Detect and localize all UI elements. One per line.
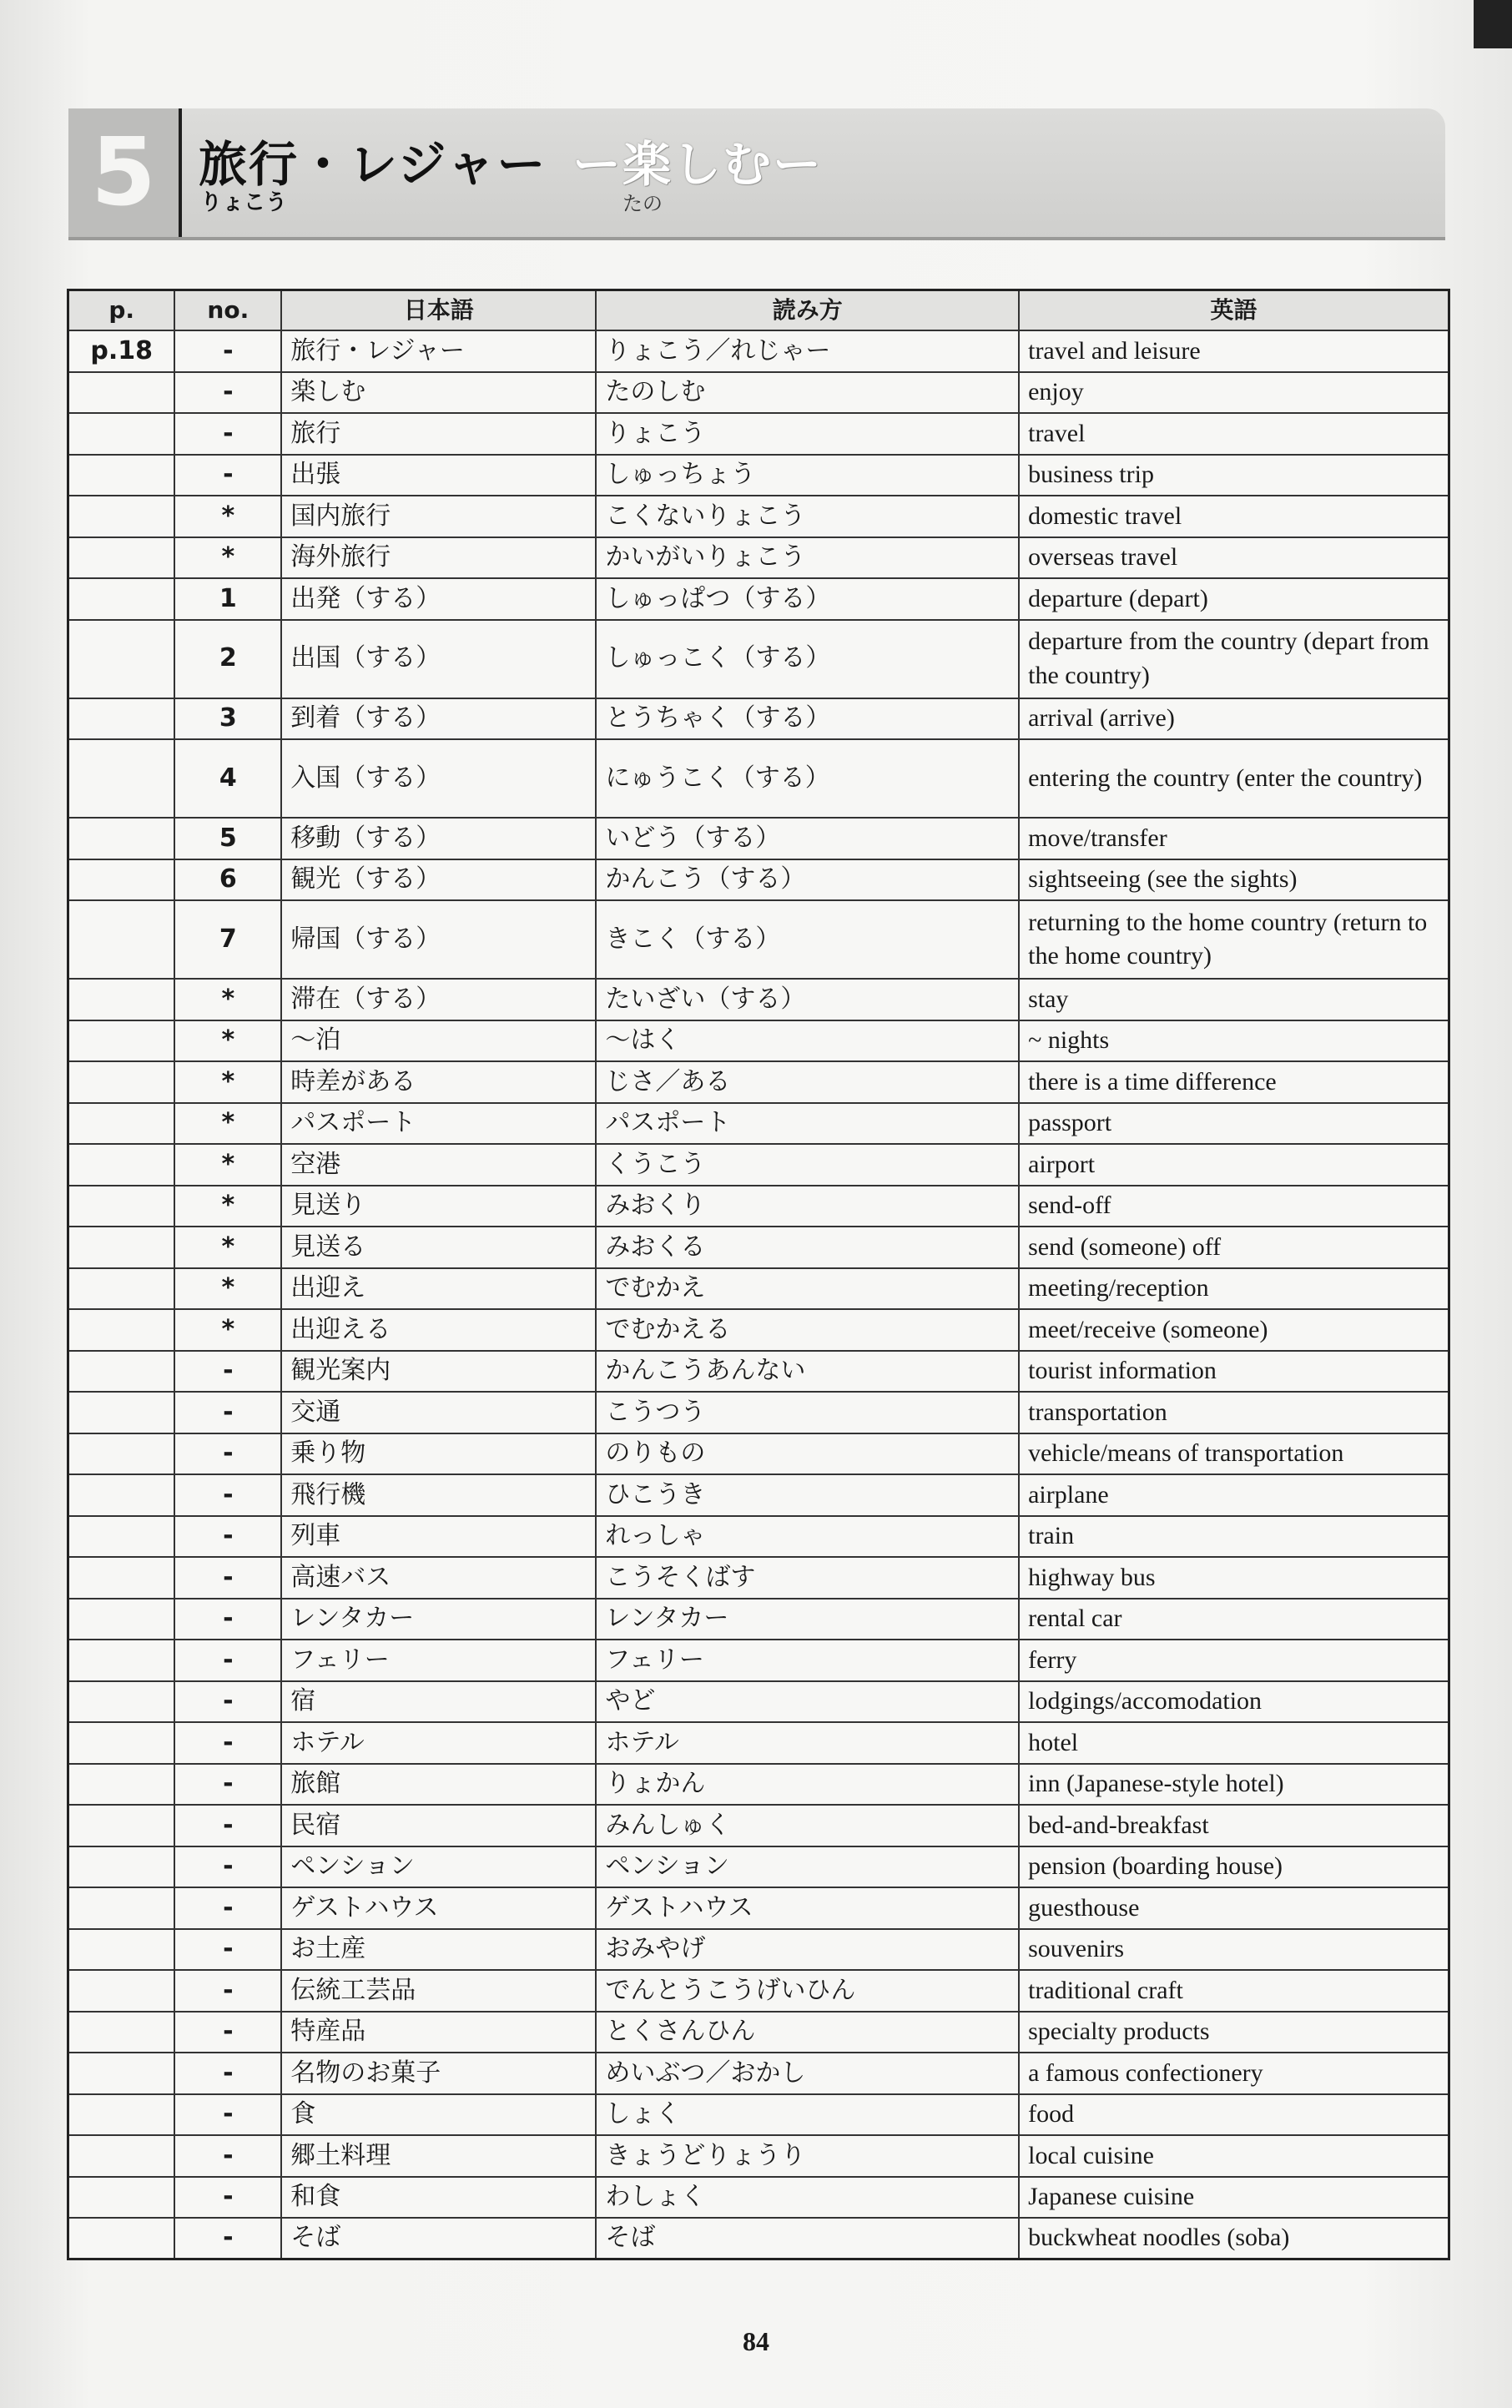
reading-cell: パスポート [596, 1103, 1019, 1145]
english-cell: meeting/reception [1019, 1268, 1449, 1310]
english-cell: domestic travel [1019, 496, 1449, 537]
page-cell [68, 2012, 175, 2053]
reading-cell: 〜はく [596, 1020, 1019, 1062]
reading-cell: ホテル [596, 1722, 1019, 1764]
table-row [68, 1599, 1449, 1640]
reading-cell: りょこう [596, 413, 1019, 455]
reading-cell: きこく（する） [596, 900, 1019, 979]
english-cell: arrival (arrive) [1019, 698, 1449, 740]
japanese-cell: 見送る [281, 1227, 596, 1268]
number-cell: - [174, 1887, 281, 1929]
page-cell [68, 1392, 175, 1433]
number-cell: 1 [174, 578, 281, 620]
page-cell [68, 1557, 175, 1599]
page-cell [68, 1681, 175, 1723]
number-cell: - [174, 2012, 281, 2053]
number-cell: * [174, 1186, 281, 1227]
number-cell: 4 [174, 739, 281, 818]
header-number: no. [174, 290, 281, 331]
reading-cell: フェリー [596, 1640, 1019, 1681]
reading-cell: とくさんひん [596, 2012, 1019, 2053]
number-cell: - [174, 2218, 281, 2259]
number-cell: - [174, 372, 281, 414]
chapter-title: 旅行・レジャー [199, 136, 547, 193]
table-row [68, 979, 1449, 1020]
page-cell [68, 1640, 175, 1681]
number-cell: * [174, 1020, 281, 1062]
number-cell: * [174, 1268, 281, 1310]
table-row [68, 1309, 1449, 1351]
japanese-cell: 出迎える [281, 1309, 596, 1351]
number-cell: - [174, 1805, 281, 1846]
english-cell: ferry [1019, 1640, 1449, 1681]
table-row [68, 1887, 1449, 1929]
japanese-cell: 国内旅行 [281, 496, 596, 537]
japanese-cell: 帰国（する） [281, 900, 596, 979]
japanese-cell: レンタカー [281, 1599, 596, 1640]
japanese-cell: 名物のお菓子 [281, 2053, 596, 2094]
table-header-row [68, 290, 1449, 331]
number-cell: - [174, 455, 281, 496]
japanese-cell: 〜泊 [281, 1020, 596, 1062]
table-row [68, 578, 1449, 620]
table-row [68, 1103, 1449, 1145]
page-cell [68, 698, 175, 740]
page-cell [68, 1970, 175, 2012]
reading-cell: れっしゃ [596, 1516, 1019, 1558]
page-cell [68, 2218, 175, 2259]
number-cell: * [174, 1227, 281, 1268]
english-cell: hotel [1019, 1722, 1449, 1764]
reading-cell: ひこうき [596, 1474, 1019, 1516]
page-cell [68, 1474, 175, 1516]
header-japanese: 日本語 [281, 290, 596, 331]
number-cell: 3 [174, 698, 281, 740]
table-row [68, 1474, 1449, 1516]
table-row [68, 330, 1449, 372]
number-cell: - [174, 1764, 281, 1806]
english-cell: overseas travel [1019, 537, 1449, 579]
table-row [68, 1805, 1449, 1846]
page-cell [68, 578, 175, 620]
reading-cell: りょかん [596, 1764, 1019, 1806]
reading-cell: たのしむ [596, 372, 1019, 414]
japanese-cell: パスポート [281, 1103, 596, 1145]
japanese-cell: 高速バス [281, 1557, 596, 1599]
page-cell [68, 2135, 175, 2177]
table-row [68, 2012, 1449, 2053]
page-cell [68, 1103, 175, 1145]
table-row [68, 1186, 1449, 1227]
reading-cell: ゲストハウス [596, 1887, 1019, 1929]
page-cell [68, 1722, 175, 1764]
japanese-cell: 入国（する） [281, 739, 596, 818]
english-cell: travel and leisure [1019, 330, 1449, 372]
reading-cell: かんこう（する） [596, 859, 1019, 901]
table-row [68, 900, 1449, 979]
japanese-cell: 旅館 [281, 1764, 596, 1806]
japanese-cell: そば [281, 2218, 596, 2259]
table-row [68, 1227, 1449, 1268]
english-cell: stay [1019, 979, 1449, 1020]
english-cell: buckwheat noodles (soba) [1019, 2218, 1449, 2259]
reading-cell: しゅっちょう [596, 455, 1019, 496]
number-cell: - [174, 2135, 281, 2177]
number-cell: - [174, 1722, 281, 1764]
page-cell [68, 1929, 175, 1971]
number-cell: - [174, 413, 281, 455]
page-cell [68, 1186, 175, 1227]
english-cell: send-off [1019, 1186, 1449, 1227]
page-cell [68, 537, 175, 579]
page-number: 84 [743, 2326, 769, 2356]
number-cell: - [174, 1599, 281, 1640]
number-cell: - [174, 2177, 281, 2219]
reading-cell: きょうどりょうり [596, 2135, 1019, 2177]
japanese-cell: 食 [281, 2094, 596, 2136]
number-cell: * [174, 496, 281, 537]
reading-cell: いどう（する） [596, 818, 1019, 859]
table-row [68, 1929, 1449, 1971]
table-row [68, 859, 1449, 901]
table-row [68, 620, 1449, 698]
page-cell [68, 1061, 175, 1103]
english-cell: travel [1019, 413, 1449, 455]
header-reading: 読み方 [596, 290, 1019, 331]
number-cell: * [174, 1309, 281, 1351]
reading-cell: しゅっこく（する） [596, 620, 1019, 698]
japanese-cell: お土産 [281, 1929, 596, 1971]
english-cell: a famous confectionery [1019, 2053, 1449, 2094]
header-english: 英語 [1019, 290, 1449, 331]
japanese-cell: 伝統工芸品 [281, 1970, 596, 2012]
page-cell [68, 620, 175, 698]
chapter-subtitle: ー楽しむー [572, 136, 824, 193]
japanese-cell: 移動（する） [281, 818, 596, 859]
reading-cell: しょく [596, 2094, 1019, 2136]
japanese-cell: 列車 [281, 1516, 596, 1558]
japanese-cell: 旅行 [281, 413, 596, 455]
reading-cell: にゅうこく（する） [596, 739, 1019, 818]
number-cell: 2 [174, 620, 281, 698]
english-cell: local cuisine [1019, 2135, 1449, 2177]
english-cell: move/transfer [1019, 818, 1449, 859]
english-cell: meet/receive (someone) [1019, 1309, 1449, 1351]
page-cell [68, 1887, 175, 1929]
reading-cell: かんこうあんない [596, 1351, 1019, 1393]
header-page: p. [68, 290, 175, 331]
reading-cell: とうちゃく（する） [596, 698, 1019, 740]
japanese-cell: 出迎え [281, 1268, 596, 1310]
reading-cell: のりもの [596, 1433, 1019, 1475]
reading-cell: こうつう [596, 1392, 1019, 1433]
page-cell [68, 739, 175, 818]
chapter-title-ruby: りょこう [200, 190, 288, 215]
english-cell: vehicle/means of transportation [1019, 1433, 1449, 1475]
table-row [68, 739, 1449, 818]
page-cell [68, 1599, 175, 1640]
table-row [68, 1846, 1449, 1888]
japanese-cell: 海外旅行 [281, 537, 596, 579]
number-cell: 5 [174, 818, 281, 859]
vocabulary-table [67, 289, 1450, 2260]
japanese-cell: 楽しむ [281, 372, 596, 414]
reading-cell: くうこう [596, 1144, 1019, 1186]
number-cell: - [174, 1557, 281, 1599]
japanese-cell: ホテル [281, 1722, 596, 1764]
reading-cell: こうそくばす [596, 1557, 1019, 1599]
reading-cell: おみやげ [596, 1929, 1019, 1971]
english-cell: traditional craft [1019, 1970, 1449, 2012]
page-cell [68, 1846, 175, 1888]
number-cell: - [174, 1929, 281, 1971]
english-cell: lodgings/accomodation [1019, 1681, 1449, 1723]
page-cell [68, 1805, 175, 1846]
number-cell: - [174, 1970, 281, 2012]
english-cell: train [1019, 1516, 1449, 1558]
japanese-cell: 旅行・レジャー [281, 330, 596, 372]
page-cell [68, 455, 175, 496]
table-row [68, 2135, 1449, 2177]
english-cell: highway bus [1019, 1557, 1449, 1599]
table-row [68, 1268, 1449, 1310]
reading-cell: めいぶつ／おかし [596, 2053, 1019, 2094]
number-cell: * [174, 1144, 281, 1186]
english-cell: entering the country (enter the country) [1019, 739, 1449, 818]
number-cell: * [174, 979, 281, 1020]
english-cell: departure from the country (depart from the country) [1019, 620, 1449, 698]
reading-cell: でんとうこうげいひん [596, 1970, 1019, 2012]
english-cell: airport [1019, 1144, 1449, 1186]
chapter-number-box [68, 108, 182, 237]
reading-cell: こくないりょこう [596, 496, 1019, 537]
reading-cell: ペンション [596, 1846, 1019, 1888]
english-cell: specialty products [1019, 2012, 1449, 2053]
chapter-subtitle-ruby: たの [622, 192, 663, 215]
japanese-cell: 交通 [281, 1392, 596, 1433]
table-row [68, 1557, 1449, 1599]
table-row [68, 2053, 1449, 2094]
japanese-cell: 観光案内 [281, 1351, 596, 1393]
japanese-cell: 時差がある [281, 1061, 596, 1103]
page-cell [68, 496, 175, 537]
page-cell [68, 979, 175, 1020]
page-cell [68, 818, 175, 859]
number-cell: - [174, 1681, 281, 1723]
number-cell: * [174, 537, 281, 579]
page-cell [68, 2177, 175, 2219]
number-cell: - [174, 2094, 281, 2136]
page-cell [68, 1309, 175, 1351]
english-cell: there is a time difference [1019, 1061, 1449, 1103]
number-cell: - [174, 2053, 281, 2094]
table-row [68, 2218, 1449, 2259]
number-cell: * [174, 1061, 281, 1103]
japanese-cell: 滞在（する） [281, 979, 596, 1020]
japanese-cell: 郷土料理 [281, 2135, 596, 2177]
english-cell: passport [1019, 1103, 1449, 1145]
page-cell [68, 1433, 175, 1475]
reading-cell: やど [596, 1681, 1019, 1723]
japanese-cell: 出発（する） [281, 578, 596, 620]
table-row [68, 537, 1449, 579]
english-cell: inn (Japanese-style hotel) [1019, 1764, 1449, 1806]
english-cell: rental car [1019, 1599, 1449, 1640]
english-cell: airplane [1019, 1474, 1449, 1516]
japanese-cell: 見送り [281, 1186, 596, 1227]
number-cell: - [174, 1351, 281, 1393]
page-cell [68, 1020, 175, 1062]
english-cell: Japanese cuisine [1019, 2177, 1449, 2219]
table-row [68, 1392, 1449, 1433]
japanese-cell: 宿 [281, 1681, 596, 1723]
page-cell [68, 413, 175, 455]
japanese-cell: 空港 [281, 1144, 596, 1186]
english-cell: ~ nights [1019, 1020, 1449, 1062]
table-row [68, 1351, 1449, 1393]
japanese-cell: 特産品 [281, 2012, 596, 2053]
page-cell: p.18 [68, 330, 175, 372]
japanese-cell: ペンション [281, 1846, 596, 1888]
chapter-number: 5 [91, 118, 156, 227]
english-cell: guesthouse [1019, 1887, 1449, 1929]
table-row [68, 1764, 1449, 1806]
reading-cell: みおくり [596, 1186, 1019, 1227]
reading-cell: わしょく [596, 2177, 1019, 2219]
english-cell: departure (depart) [1019, 578, 1449, 620]
japanese-cell: ゲストハウス [281, 1887, 596, 1929]
english-cell: returning to the home country (return to the home country) [1019, 900, 1449, 979]
reading-cell: でむかえる [596, 1309, 1019, 1351]
table-row [68, 1970, 1449, 2012]
page-cell [68, 1764, 175, 1806]
reading-cell: みんしゅく [596, 1805, 1019, 1846]
japanese-cell: 乗り物 [281, 1433, 596, 1475]
table-row [68, 372, 1449, 414]
number-cell: - [174, 1433, 281, 1475]
english-cell: enjoy [1019, 372, 1449, 414]
number-cell: 7 [174, 900, 281, 979]
english-cell: transportation [1019, 1392, 1449, 1433]
japanese-cell: 到着（する） [281, 698, 596, 740]
reading-cell: レンタカー [596, 1599, 1019, 1640]
reading-cell: りょこう／れじゃー [596, 330, 1019, 372]
table-row [68, 1516, 1449, 1558]
page-cell [68, 1227, 175, 1268]
number-cell: - [174, 1846, 281, 1888]
reading-cell: しゅっぱつ（する） [596, 578, 1019, 620]
page-cell [68, 1516, 175, 1558]
english-cell: bed-and-breakfast [1019, 1805, 1449, 1846]
table-row [68, 1433, 1449, 1475]
number-cell: - [174, 1516, 281, 1558]
reading-cell: でむかえ [596, 1268, 1019, 1310]
japanese-cell: 民宿 [281, 1805, 596, 1846]
page-cell [68, 2094, 175, 2136]
reading-cell: そば [596, 2218, 1019, 2259]
table-row [68, 2177, 1449, 2219]
english-cell: tourist information [1019, 1351, 1449, 1393]
reading-cell: じさ／ある [596, 1061, 1019, 1103]
table-row [68, 1020, 1449, 1062]
english-cell: send (someone) off [1019, 1227, 1449, 1268]
table-row [68, 1681, 1449, 1723]
number-cell: - [174, 1640, 281, 1681]
japanese-cell: 和食 [281, 2177, 596, 2219]
japanese-cell: 出張 [281, 455, 596, 496]
reading-cell: みおくる [596, 1227, 1019, 1268]
page-cell [68, 900, 175, 979]
table-row [68, 1640, 1449, 1681]
english-cell: pension (boarding house) [1019, 1846, 1449, 1888]
table-row [68, 496, 1449, 537]
table-row [68, 413, 1449, 455]
page-cell [68, 2053, 175, 2094]
japanese-cell: フェリー [281, 1640, 596, 1681]
english-cell: souvenirs [1019, 1929, 1449, 1971]
english-cell: business trip [1019, 455, 1449, 496]
number-cell: - [174, 1474, 281, 1516]
table-body [68, 330, 1449, 2259]
reading-cell: たいざい（する） [596, 979, 1019, 1020]
table-row [68, 818, 1449, 859]
table-row [68, 1722, 1449, 1764]
page-cell [68, 372, 175, 414]
table-row [68, 2094, 1449, 2136]
japanese-cell: 飛行機 [281, 1474, 596, 1516]
number-cell: * [174, 1103, 281, 1145]
english-cell: sightseeing (see the sights) [1019, 859, 1449, 901]
japanese-cell: 観光（する） [281, 859, 596, 901]
table-row [68, 1061, 1449, 1103]
table-row [68, 1144, 1449, 1186]
table-row [68, 455, 1449, 496]
chapter-header [68, 108, 1445, 240]
english-cell: food [1019, 2094, 1449, 2136]
japanese-cell: 出国（する） [281, 620, 596, 698]
page-cell [68, 1351, 175, 1393]
page-cell [68, 1144, 175, 1186]
page-corner-tab [1474, 0, 1512, 48]
table-row [68, 698, 1449, 740]
page-cell [68, 1268, 175, 1310]
number-cell: - [174, 330, 281, 372]
number-cell: 6 [174, 859, 281, 901]
number-cell: - [174, 1392, 281, 1433]
page-cell [68, 859, 175, 901]
reading-cell: かいがいりょこう [596, 537, 1019, 579]
